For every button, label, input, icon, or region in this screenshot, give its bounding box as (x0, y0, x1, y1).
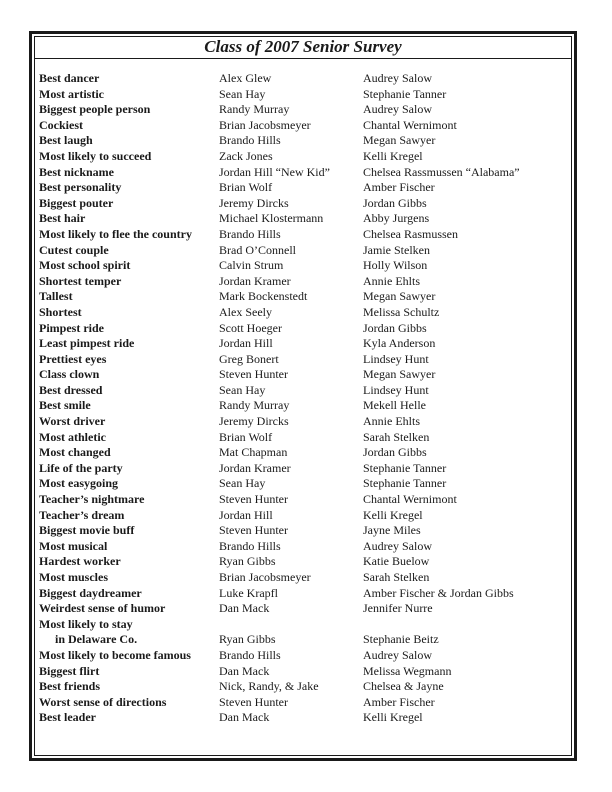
category-label: Most school spirit (39, 258, 131, 273)
category-label: Biggest movie buff (39, 523, 135, 538)
boy-winner: Brando Hills (219, 226, 281, 241)
girl-winner: Jordan Gibbs (363, 445, 427, 460)
boy-winner: Calvin Strum (219, 258, 284, 273)
category-label: Biggest people person (39, 102, 151, 117)
boy-winner: Brian Wolf (219, 180, 273, 195)
boy-winner: Alex Seely (219, 304, 272, 319)
category-label: Tallest (39, 289, 73, 304)
boy-winner: Dan Mack (219, 710, 270, 725)
survey-row (39, 258, 569, 274)
survey-row (39, 336, 569, 352)
girl-winner: Stephanie Beitz (363, 632, 439, 647)
category-label: Biggest flirt (39, 663, 100, 678)
category-label: Cutest couple (39, 242, 109, 257)
boy-winner: Ryan Gibbs (219, 554, 276, 569)
girl-winner: Jordan Gibbs (363, 320, 427, 335)
boy-winner: Dan Mack (219, 601, 270, 616)
boy-winner: Brando Hills (219, 647, 281, 662)
girl-winner: Amber Fischer & Jordan Gibbs (363, 585, 514, 600)
boy-winner: Steven Hunter (219, 694, 288, 709)
category-label: Best personality (39, 180, 122, 195)
survey-row (39, 118, 569, 134)
girl-winner: Kelli Kregel (363, 148, 423, 163)
category-label: Best leader (39, 710, 96, 725)
survey-row (39, 617, 569, 633)
boy-winner: Zack Jones (219, 148, 273, 163)
category-label: Most likely to stay (39, 616, 133, 631)
category-label: Shortest temper (39, 273, 122, 288)
boy-winner: Mark Bockenstedt (219, 289, 308, 304)
survey-row (39, 367, 569, 383)
girl-winner: Kelli Kregel (363, 710, 423, 725)
category-label: Worst sense of directions (39, 694, 167, 709)
girl-winner: Jennifer Nurre (363, 601, 433, 616)
survey-row (39, 414, 569, 430)
survey-row (39, 492, 569, 508)
category-label: Best dancer (39, 71, 100, 85)
category-label: Cockiest (39, 117, 83, 132)
survey-row (39, 710, 569, 726)
boy-winner: Brando Hills (219, 538, 281, 553)
girl-winner: Annie Ehlts (363, 273, 420, 288)
boy-winner: Steven Hunter (219, 367, 288, 382)
survey-row (39, 476, 569, 492)
girl-winner: Kelli Kregel (363, 507, 423, 522)
boy-winner: Dan Mack (219, 663, 270, 678)
girl-winner: Megan Sawyer (363, 289, 436, 304)
category-label: Most muscles (39, 570, 108, 584)
boy-winner: Luke Krapfl (219, 585, 278, 600)
girl-winner: Megan Sawyer (363, 133, 436, 148)
survey-row (39, 274, 569, 290)
boy-winner: Greg Bonert (219, 351, 279, 366)
survey-row (39, 211, 569, 227)
survey-row (39, 461, 569, 477)
category-label: Prettiest eyes (39, 351, 107, 366)
survey-row (39, 508, 569, 524)
survey-table (39, 71, 569, 726)
survey-row (39, 632, 569, 648)
girl-winner: Jayne Miles (363, 523, 421, 538)
survey-row (39, 87, 569, 103)
category-label: in Delaware Co. (55, 632, 138, 647)
boy-winner: Jordan Kramer (219, 273, 291, 288)
survey-row (39, 445, 569, 461)
girl-winner: Audrey Salow (363, 538, 432, 553)
category-label: Least pimpest ride (39, 336, 135, 351)
survey-row (39, 180, 569, 196)
survey-row (39, 601, 569, 617)
category-label: Most likely to flee the country (39, 226, 192, 241)
boy-winner: Brando Hills (219, 133, 281, 148)
category-label: Class clown (39, 367, 100, 382)
boy-winner: Randy Murray (219, 398, 290, 413)
girl-winner: Kyla Anderson (363, 336, 436, 351)
category-label: Life of the party (39, 460, 123, 475)
survey-row (39, 227, 569, 243)
girl-winner: Stephanie Tanner (363, 476, 447, 491)
boy-winner: Jeremy Dircks (219, 414, 289, 429)
category-label: Most likely to succeed (39, 148, 152, 163)
girl-winner: Sarah Stelken (363, 429, 430, 444)
girl-winner: Jamie Stelken (363, 242, 430, 257)
survey-row (39, 664, 569, 680)
survey-row (39, 383, 569, 399)
category-label: Worst driver (39, 414, 106, 429)
category-label: Most athletic (39, 429, 106, 444)
boy-winner: Randy Murray (219, 102, 290, 117)
girl-winner: Holly Wilson (363, 258, 428, 273)
category-label: Best smile (39, 398, 91, 413)
girl-winner: Chelsea Rassmussen “Alabama” (363, 164, 520, 179)
category-label: Pimpest ride (39, 320, 104, 335)
girl-winner: Amber Fischer (363, 180, 435, 195)
survey-row (39, 102, 569, 118)
girl-winner: Megan Sawyer (363, 367, 436, 382)
girl-winner: Chantal Wernimont (363, 492, 457, 507)
girl-winner: Sarah Stelken (363, 570, 430, 584)
survey-row (39, 586, 569, 602)
girl-winner: Stephanie Tanner (363, 86, 447, 101)
girl-winner: Chelsea Rasmussen (363, 226, 458, 241)
survey-row (39, 352, 569, 368)
boy-winner: Brian Jacobsmeyer (219, 117, 311, 132)
category-label: Weirdest sense of humor (39, 601, 166, 616)
survey-row (39, 570, 569, 586)
girl-winner: Lindsey Hunt (363, 351, 429, 366)
boy-winner: Nick, Randy, & Jake (219, 679, 319, 694)
girl-winner: Annie Ehlts (363, 414, 420, 429)
boy-winner: Steven Hunter (219, 492, 288, 507)
survey-row (39, 398, 569, 414)
survey-row (39, 243, 569, 259)
girl-winner: Lindsey Hunt (363, 382, 429, 397)
boy-winner: Jordan Hill (219, 507, 273, 522)
girl-winner: Audrey Salow (363, 647, 432, 662)
category-label: Most easygoing (39, 476, 118, 491)
boy-winner: Michael Klostermann (219, 211, 324, 226)
boy-winner: Sean Hay (219, 476, 266, 491)
boy-winner: Brad O’Connell (219, 242, 296, 257)
survey-row (39, 196, 569, 212)
girl-winner: Amber Fischer (363, 694, 435, 709)
category-label: Teacher’s dream (39, 507, 125, 522)
survey-row (39, 305, 569, 321)
survey-row (39, 133, 569, 149)
category-label: Best laugh (39, 133, 93, 148)
survey-row (39, 71, 569, 87)
survey-row (39, 679, 569, 695)
category-label: Best hair (39, 211, 86, 226)
page-title: Class of 2007 Senior Survey (204, 37, 402, 56)
boy-winner: Brian Wolf (219, 429, 273, 444)
girl-winner: Jordan Gibbs (363, 195, 427, 210)
girl-winner: Abby Jurgens (363, 211, 430, 226)
girl-winner: Stephanie Tanner (363, 460, 447, 475)
boy-winner: Sean Hay (219, 86, 266, 101)
survey-row (39, 554, 569, 570)
category-label: Biggest pouter (39, 195, 114, 210)
boy-winner: Steven Hunter (219, 523, 288, 538)
survey-row (39, 321, 569, 337)
survey-row (39, 430, 569, 446)
boy-winner: Alex Glew (219, 71, 272, 85)
girl-winner: Chantal Wernimont (363, 117, 457, 132)
boy-winner: Jordan Kramer (219, 460, 291, 475)
girl-winner: Melissa Schultz (363, 304, 440, 319)
category-label: Shortest (39, 304, 82, 319)
boy-winner: Ryan Gibbs (219, 632, 276, 647)
boy-winner: Sean Hay (219, 382, 266, 397)
girl-winner: Mekell Helle (363, 398, 426, 413)
survey-row (39, 695, 569, 711)
girl-winner: Melissa Wegmann (363, 663, 452, 678)
survey-row (39, 648, 569, 664)
girl-winner: Katie Buelow (363, 554, 430, 569)
survey-row (39, 165, 569, 181)
category-label: Most musical (39, 538, 108, 553)
girl-winner: Audrey Salow (363, 102, 432, 117)
category-label: Most likely to become famous (39, 647, 191, 662)
boy-winner: Brian Jacobsmeyer (219, 570, 311, 584)
survey-row (39, 539, 569, 555)
girl-winner: Chelsea & Jayne (363, 679, 444, 694)
category-label: Best nickname (39, 164, 114, 179)
category-label: Most artistic (39, 86, 104, 101)
category-label: Most changed (39, 445, 111, 460)
survey-row (39, 523, 569, 539)
category-label: Hardest worker (39, 554, 121, 569)
girl-winner: Audrey Salow (363, 71, 432, 85)
category-label: Teacher’s nightmare (39, 492, 145, 507)
boy-winner: Jordan Hill (219, 336, 273, 351)
boy-winner: Jeremy Dircks (219, 195, 289, 210)
boy-winner: Mat Chapman (219, 445, 288, 460)
title-divider (34, 58, 572, 59)
survey-row (39, 289, 569, 305)
boy-winner: Jordan Hill “New Kid” (219, 164, 330, 179)
category-label: Biggest daydreamer (39, 585, 142, 600)
category-label: Best friends (39, 679, 100, 694)
boy-winner: Scott Hoeger (219, 320, 282, 335)
category-label: Best dressed (39, 382, 103, 397)
survey-row (39, 149, 569, 165)
